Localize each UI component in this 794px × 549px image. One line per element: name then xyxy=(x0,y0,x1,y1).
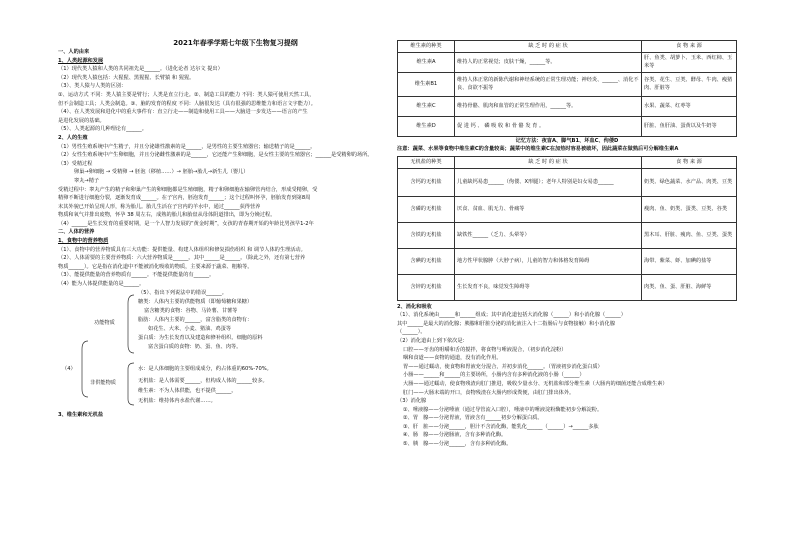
table-header-cell: 食 物 来 源 xyxy=(642,41,737,53)
text-line: （3）、类人猿与人类的区别： xyxy=(58,83,127,90)
text-line: （3）、能提供能量的营养物质有______。不能提供能量的有______。 xyxy=(58,272,215,279)
table-row xyxy=(398,274,737,300)
text-line: （1）、食物中的营养物质具有三大功能：提供能量、构建人体组织和修复损伤组织 和 调节人体的生理活动。 xyxy=(58,246,306,253)
table-header-cell: 维生素的种类 xyxy=(398,41,455,53)
table-cell: 维持人的正常视觉；皮肤干燥，______等。 xyxy=(455,52,642,72)
text-line: （2）女性生殖系统中产生卵细胞，并且分泌雌性激素的是______，它还能产生卵细胞，是女性主要的生殖器官；______是受精卵的场所。 xyxy=(58,152,373,159)
fertilization-diagram-line: 卵巢→卵细胞 → 受精卵 → 胚泡（移植……）→ 胚胎→胎儿→新生儿（婴儿） xyxy=(74,169,249,176)
table-header-cell: 食 物 来 源 xyxy=(642,156,737,168)
text-line: 水：是人体细胞的主要组成成分，约占体重的60%-70%。 xyxy=(138,365,272,372)
table-header-row xyxy=(398,41,737,53)
subsection-heading: 3、维生素和无机盐 xyxy=(58,411,104,418)
mineral-table xyxy=(397,156,737,301)
table-cell: 肝、鱼类、胡萝卜、玉米、西红柿、玉米等 xyxy=(642,52,737,72)
table-row xyxy=(398,222,737,248)
table-cell: 含钙的无机盐 xyxy=(398,168,455,196)
table-row xyxy=(398,248,737,274)
text-line: ①、唾液腺——分泌唾液（通过导管流入口腔），唾液中的唾液淀粉酶能初步分解淀粉。 xyxy=(403,406,603,413)
text-line: 脂肪：人体内主要的______，富含脂类的食物有： xyxy=(138,316,253,323)
right-column xyxy=(397,40,737,449)
text-line: 咽和食道——食物的通道，没有消化作用。 xyxy=(403,355,502,362)
non-energy-substances-label: 非供能物质 xyxy=(90,379,116,386)
text-line: （3）消化腺 xyxy=(397,398,427,405)
text-line: ⑤、胰 腺——分泌______，含有多种消化酶。 xyxy=(403,441,512,448)
text-line: 富含蛋白质的食物：奶、蛋、鱼、肉等。 xyxy=(148,343,242,350)
table-cell: 含磷的无机盐 xyxy=(398,196,455,222)
note-line: 注意：蔬菜、水果等食物中维生素C的含量较高；蔬菜中的维生素C在加热时容易被破坏，因此蔬菜在做熟后可分解维生素A xyxy=(397,146,679,153)
text-line: 小肠——______和______的主要场所，小肠内含有多种消化液的小肠（______） xyxy=(403,372,585,379)
text-line: 大肠——通过蠕动，使食物残渣向肛门推进，吸收少量水分、无机盐和部分维生素（大肠内的细菌还能合成维生素） xyxy=(403,380,668,387)
table-cell: 生长发育不良，味觉发生障碍等 xyxy=(455,274,642,300)
table-cell: 肉类、鱼、蛋、肝脏、海鲜等 xyxy=(642,274,737,300)
text-line: （5）、人类起源的几种理论有______。 xyxy=(58,126,147,133)
text-line: ②、胃 腺——分泌胃液，胃液含有______初步分解蛋白质。 xyxy=(403,415,543,422)
text-line: （1）现代类人猿和人类的共同祖先是______。（进化论者 达尔文 提出） xyxy=(58,66,223,73)
text-line: （4）、在人类发展和进化中的重大事件有：直立行走——制造和使用工具——大脑进一步发达——语言的产生 xyxy=(58,109,308,116)
table-cell: 厌食、贫血、肌无力、骨痛等 xyxy=(455,196,642,222)
table-cell: 奶类、绿色蔬菜、水产品、肉类、豆类 xyxy=(642,168,737,196)
table-row xyxy=(398,72,737,96)
text-line: ③、肝 脏——分泌______，胆汁不含消化酶，能乳化______（______）→______多肽 xyxy=(403,423,599,430)
table-row xyxy=(398,96,737,116)
table-cell: 含碘的无机盐 xyxy=(398,248,455,274)
text-line: （2）、人体需要的主要营养物质：六大营养物质是______。其中______是______。（除此之外，还有第七营养 xyxy=(58,255,306,262)
text-line: 口腔——牙齿的咀嚼和舌的搅拌，将食物与唾液混合，（初步消化淀粉） xyxy=(403,346,567,353)
text-line: 维生素：不为人体供能，也不提供______。 xyxy=(138,387,237,394)
table-cell: 谷类、花生、豆类、酵母、牛肉、瘦猪肉、肝脏等 xyxy=(642,72,737,96)
table-row xyxy=(398,168,737,196)
table-cell: 地方性甲状腺肿（大脖子病），儿童的智力和体格发育障碍 xyxy=(455,248,642,274)
left-text-block xyxy=(58,48,393,289)
text-line: 无机盐：是人体需要______，但构成人体的______较多。 xyxy=(138,377,268,384)
text-line: （2）现代类人猿包括：大猩猩、黑猩猩、长臂猿 和 猩猩。 xyxy=(58,74,195,81)
text-line: （5）、指出下列说法中的错误______。 xyxy=(138,289,227,296)
left-column xyxy=(58,38,393,423)
table-row xyxy=(398,196,737,222)
text-line: （2）消化道由上到下依次是： xyxy=(397,337,468,344)
text-line: ④、肠 腺——分泌肠液，含有多种消化酶。 xyxy=(403,432,507,439)
text-line: （3）受精过程 xyxy=(58,160,93,167)
text-line: 肛门——大肠末端的开口，食物残渣在大肠内形成粪便，由肛门排出体外。 xyxy=(403,389,575,396)
table-cell: 海带、紫菜、虾、加碘的盐等 xyxy=(642,248,737,274)
fertilization-diagram-line: 睾丸→精子 xyxy=(74,177,100,184)
text-line: 富含糖类的食物：谷物、马铃薯、甘薯等 xyxy=(144,307,238,314)
subsection-heading: 1、食物中的营养物质 xyxy=(58,238,109,245)
table-cell: 含锌的无机盐 xyxy=(398,274,455,300)
table-cell: 维持骨骼、肌肉和血管的正常生理作用，______等。 xyxy=(455,96,642,116)
text-line: 末其外貌已开始呈现人形，称为胎儿。胎儿生活在子宫内的羊水中，通过______获得营养 xyxy=(58,203,261,210)
table-cell: 维生素B1 xyxy=(398,72,455,96)
text-line: 物质和氧气并排出废物，怀孕 38 周左右，成熟的胎儿和胎盘从母体阴道排出，即为分娩过程。 xyxy=(58,212,276,219)
text-line: ①、运动方式 不同：类人猿主要是臂行；人类是直立行走。②、制造工具的能力 不同：类人猿可使用天然工具， xyxy=(58,91,315,98)
table-row xyxy=(398,116,737,136)
text-line: 是进化发展的基础。 xyxy=(58,117,105,124)
subsection-heading: 2、人的生殖 xyxy=(58,134,88,141)
table-cell: 维生素D xyxy=(398,116,455,136)
text-line: 糖类：人体内主要的供能物质（即葡萄糖和果糖） xyxy=(138,298,253,305)
page-title: 2021年春季学期七年级下生物复习提纲 xyxy=(173,39,298,47)
text-line: 无机盐：维持体内水盐代谢……。 xyxy=(138,397,216,404)
table-cell: 维生素C xyxy=(398,96,455,116)
table-row xyxy=(398,52,737,72)
subsection-heading: 2、消化和吸收 xyxy=(397,303,432,310)
text-line: 精卵不断进行细胞分裂，逐渐发育成______。在子宫内，胚泡发育______；这个过程叫怀孕，胚胎发育到第8周 xyxy=(58,195,311,202)
table-header-cell: 缺 乏 时 的 症 状 xyxy=(455,156,642,168)
vitamin-table xyxy=(397,40,737,137)
text-line: （4）______是生长发育的重要时期，是一个人智力发展的“黄金时期”，女孩的青春期开始的年龄比男孩早1-2年 xyxy=(58,220,314,227)
text-line: 胃——通过蠕动，使食物和胃液充分混合，并初步消化______。（胃液初步消化蛋白质） xyxy=(403,363,603,370)
table-cell: 含铁的无机盐 xyxy=(398,222,455,248)
table-cell: 维生素A xyxy=(398,52,455,72)
text-line: 蛋白质：为生长发育以及建造和修补组织、细胞的原料 xyxy=(138,334,263,341)
text-line: （______）。 xyxy=(397,329,426,336)
item-number: （4） xyxy=(62,365,76,372)
table-cell: 维持人体正常的新陈代谢和神经系统的正常生理功能；神经炎、______、消化不良、食欲不振等 xyxy=(455,72,642,96)
text-line: 如花生、大米、小麦、猪油、鸡蛋等 xyxy=(148,325,232,332)
table-header-row xyxy=(398,156,737,168)
subsection-heading: 1、人类起源和发展 xyxy=(58,57,104,64)
table-cell: 肝脏、鱼肝油、蛋黄以及牛奶等 xyxy=(642,116,737,136)
functional-substances-label: 功能物质 xyxy=(94,319,115,326)
section-heading: 一、人的由来 xyxy=(58,49,90,55)
memory-tip: 记忆方法：夜盲A、脚气B1、坏血C、佝偻D xyxy=(515,137,619,144)
digestion-section xyxy=(397,303,737,449)
table-cell: 瘦肉、鱼、奶类、蛋类、豆类、谷类 xyxy=(642,196,737,222)
table-cell: 促 进 钙 、 磷 吸 收 和 骨 骼 发 育 。 xyxy=(455,116,642,136)
table-cell: 黑木耳、肝脏、瘦肉、鱼、豆类、蛋类 xyxy=(642,222,737,248)
table-cell: 水果、蔬菜、红枣等 xyxy=(642,96,737,116)
text-line: 受精过程中：睾丸产生的精子和卵巢产生的卵细胞都是生殖细胞，精子和卵细胞在输卵管内结合，形成受精卵，受 xyxy=(58,186,318,193)
table-cell: 缺铁性______（乏力、头晕等） xyxy=(455,222,642,248)
text-line: （4）能为人体提供能量的是______。 xyxy=(58,281,145,288)
text-line: （1）男性生殖系统中产生精子，并且分泌雄性激素的是______，是男性的主要生殖器官；输送精子的是______。 xyxy=(58,143,316,150)
text-line: 物质______）。它是指在消化道中不能被消化吸收的物质，主要来源于蔬菜、粗粮等。 xyxy=(58,263,253,270)
table-header-cell: 缺 乏 时 的 症 状 xyxy=(455,41,642,53)
text-line: 但不会制造工具；人类会制造。③、脑的发育的程度 不同：人脑很发达（具有很强的思维能力和语言文字能力）。 xyxy=(58,100,316,107)
section-heading: 二、人体的营养 xyxy=(58,229,95,236)
text-line: 其中______是最大的消化腺；胰腺和肝脏分泌的消化液注入十二指肠后与食物接触）和小消化腺 xyxy=(397,320,615,327)
table-cell: 儿童缺钙易患______（佝偻、X形腿）；老年人特别是妇女易患______ xyxy=(455,168,642,196)
text-line: （1）、消化系统由______和______组成；其中消化道包括大消化腺（______）和小消化腺（______） xyxy=(397,312,626,319)
table-header-cell: 无机盐的种类 xyxy=(398,156,455,168)
nutrient-bracket-diagram xyxy=(58,289,393,423)
